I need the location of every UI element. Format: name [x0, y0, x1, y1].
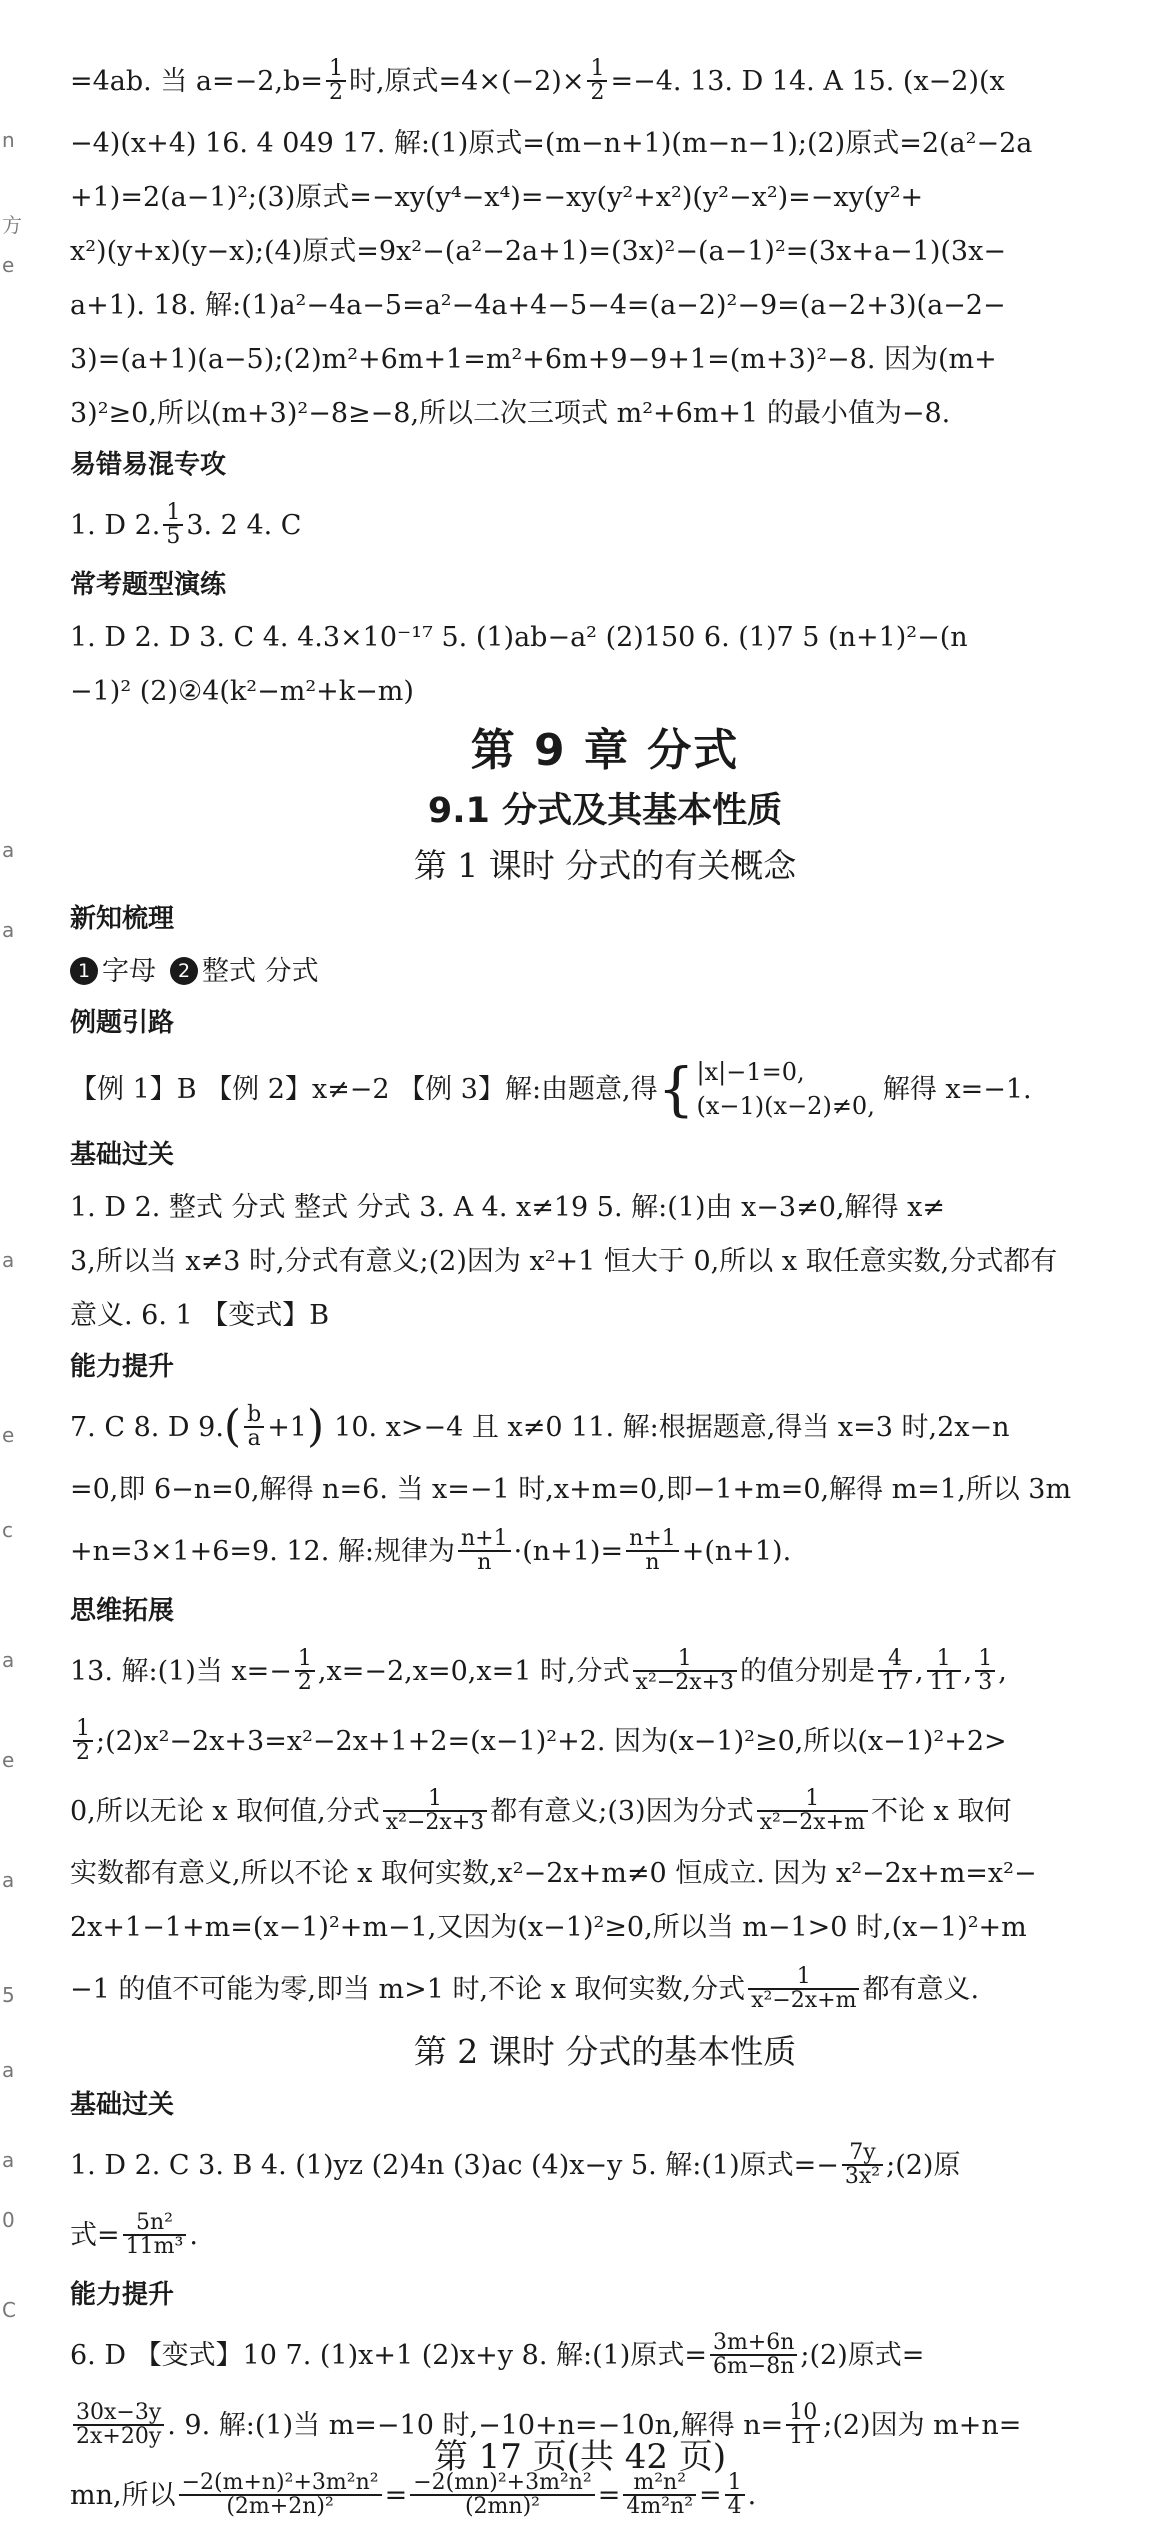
margin-mark: c: [2, 1518, 13, 1542]
answer-line: +1)=2(a−1)²;(3)原式=−xy(y⁴−x⁴)=−xy(y²+x²)(y²−x²)=−xy(y²+: [70, 181, 924, 213]
page-number-footer: 第 17 页(共 42 页): [433, 2437, 727, 2477]
answer-line: −4)(x+4) 16. 4 049 17. 解:(1)原式=(m−n+1)(m−n−1);(2)原式=2(a²−2a: [70, 127, 1033, 159]
equation-system: { |x|−1=0, (x−1)(x−2)≠0,: [657, 1055, 875, 1123]
answer-line: 实数都有意义,所以不论 x 取何实数,x²−2x+m≠0 恒成立. 因为 x²−2x+m=x²−: [70, 1857, 1037, 1889]
fraction: $\frac{7y}{\text{3x²}}$: [842, 2142, 883, 2188]
fraction: $\frac{\text{−2(mn)²+3m²n²}}{\text{(2mn)²}}$: [410, 2472, 595, 2518]
fraction: $\frac{1}{\text{x²−2x+m}}$: [757, 1788, 868, 1834]
text: 时,原式=4×(−2)×: [348, 65, 585, 97]
text: =4ab. 当 a=−2,b=: [70, 65, 323, 97]
fraction: $\frac{3m+6n}{6m-8n}$: [710, 2332, 797, 2378]
fraction: $\frac{1}{\text{x²−2x+m}}$: [748, 1966, 859, 2012]
section-heading: 易错易混专攻: [70, 450, 227, 480]
margin-mark: e: [2, 253, 15, 277]
answer-line: 7. C 8. D 9. ( $\frac{b}{a}$ +1 ) 10. x>−4 且 x≠0 11. 解:根据题意,得当 x=3 时,2x−n: [70, 1401, 1010, 1452]
section-heading: 能力提升: [70, 2280, 175, 2310]
answer-line: 式= $\frac{\text{5n²}}{\text{11m³}}$ .: [70, 2210, 198, 2259]
lesson-title: 第 1 课时 分式的有关概念: [413, 846, 797, 885]
answer-line: 1. D 2. 整式 分式 整式 分式 3. A 4. x≠19 5. 解:(1)由 x−3≠0,解得 x≠: [70, 1191, 945, 1223]
margin-mark: e: [2, 1748, 15, 1772]
section-heading: 基础过关: [70, 2090, 175, 2120]
answer-line: [70, 46, 1140, 116]
margin-mark: n: [2, 128, 15, 152]
section-heading: 思维拓展: [70, 1596, 175, 1626]
margin-mark: a: [2, 1868, 15, 1892]
fraction: $\frac{\text{−2(m+n)²+3m²n²}}{\text{(2m+2n)²}}$: [179, 2472, 382, 2518]
fraction: $\frac{10}{11}$: [786, 2402, 820, 2448]
section-heading: 例题引路: [70, 1008, 175, 1038]
answer-line: 1. D 2. $\frac{1}{5}$ 3. 2 4. C: [70, 500, 302, 549]
answer-line: +n=3×1+6=9. 12. 解:规律为 $\frac{n+1}{n}$ ·(n+1)= $\frac{n+1}{n}$ +(n+1).: [70, 1526, 792, 1575]
answer-line: 0,所以无论 x 取何值,分式 $\frac{1}{\text{x²−2x+3}}$ 都有意义;(3)因为分式 $\frac{1}{\text{x²−2x+m}}$ 不论 x 取何: [70, 1786, 1012, 1835]
fraction: $\frac{1}{\text{x²−2x+3}}$: [383, 1788, 488, 1834]
section-heading: 基础过关: [70, 1140, 175, 1170]
answer-line: 2x+1−1+m=(x−1)²+m−1,又因为(x−1)²≥0,所以当 m−1>0 时,(x−1)²+m: [70, 1911, 1027, 1943]
fraction: $\frac{n+1}{n}$: [626, 1528, 679, 1574]
section-heading: 能力提升: [70, 1352, 175, 1382]
circled-number: 1: [70, 957, 98, 985]
answer-page: [70, 56, 1140, 2530]
margin-mark: e: [2, 1423, 15, 1447]
fraction: $\frac{1}{11}$: [927, 1648, 961, 1694]
fraction: $\frac{n+1}{n}$: [458, 1528, 511, 1574]
margin-mark: a: [2, 2058, 15, 2082]
margin-mark: 方: [2, 213, 22, 237]
margin-mark: a: [2, 838, 15, 862]
fraction: $\frac{1}{2}$: [295, 1648, 315, 1694]
fraction: $\frac{1}{\text{x²−2x+3}}$: [633, 1648, 738, 1694]
answer-line: 3,所以当 x≠3 时,分式有意义;(2)因为 x²+1 恒大于 0,所以 x 取任意实数,分式都有: [70, 1245, 1058, 1277]
answer-line: $\frac{30x-3y}{2x+20y}$ . 9. 解:(1)当 m=−10 时,−10+n=−10n,解得 n= $\frac{10}{11}$ ;(2)因为 m+n=: [70, 2390, 1140, 2460]
answer-line: 1. D 2. D 3. C 4. 4.3×10⁻¹⁷ 5. (1)ab−a² (2)150 6. (1)7 5 (n+1)²−(n: [70, 621, 968, 653]
fraction: $\frac{\text{m²n²}}{\text{4m²n²}}$: [623, 2472, 696, 2518]
answer-line: −1)² (2)②4(k²−m²+k−m): [70, 675, 414, 707]
fraction: $\frac{1}{2}$: [73, 1718, 93, 1764]
answer-line: 13. 解:(1)当 x=− $\frac{1}{2}$ ,x=−2,x=0,x=1 时,分式 $\frac{1}{\text{x²−2x+3}}$ 的值分别是 $\frac{4}{17}$ , $\frac{1}{11}$ , $\frac{1}{3}$ ,: [70, 1646, 1007, 1695]
fraction: $\frac{1}{3}$: [975, 1648, 995, 1694]
fraction: $\frac{1}{4}$: [725, 2472, 745, 2518]
margin-mark: 5: [2, 1983, 15, 2007]
fraction: $\frac{1}{2}$: [326, 58, 346, 104]
answer-line: 意义. 6. 1 【变式】B: [70, 1299, 330, 1331]
answer-line: 1 字母 2 整式 分式: [70, 944, 1140, 998]
section-heading: 常考题型演练: [70, 570, 227, 600]
answer-line: a+1). 18. 解:(1)a²−4a−5=a²−4a+4−5−4=(a−2)²−9=(a−2+3)(a−2−: [70, 289, 1006, 321]
answer-line: 6. D 【变式】10 7. (1)x+1 (2)x+y 8. 解:(1)原式= $\frac{3m+6n}{6m-8n}$ ;(2)原式=: [70, 2330, 925, 2379]
fraction: $\frac{30x-3y}{2x+20y}$: [73, 2402, 164, 2448]
margin-mark: 0: [2, 2208, 15, 2232]
fraction: $\frac{b}{a}$: [244, 1404, 264, 1450]
margin-mark: a: [2, 1648, 15, 1672]
answer-line: 3)²≥0,所以(m+3)²−8≥−8,所以二次三项式 m²+6m+1 的最小值为−8.: [70, 397, 951, 429]
answer-line: 1. D 2. C 3. B 4. (1)yz (2)4n (3)ac (4)x−y 5. 解:(1)原式=− $\frac{7y}{\text{3x²}}$ ;(2)原: [70, 2140, 961, 2189]
fraction: $\frac{4}{17}$: [878, 1648, 912, 1694]
answer-line: 3)=(a+1)(a−5);(2)m²+6m+1=m²+6m+9−9+1=(m+3)²−8. 因为(m+: [70, 343, 997, 375]
section-heading: 新知梳理: [70, 904, 175, 934]
answer-line: =0,即 6−n=0,解得 n=6. 当 x=−1 时,x+m=0,即−1+m=0,解得 m=1,所以 3m: [70, 1473, 1072, 1505]
section-title: 9.1 分式及其基本性质: [427, 791, 783, 831]
answer-line: −1 的值不可能为零,即当 m>1 时,不论 x 取何实数,分式 $\frac{1}{\text{x²−2x+m}}$ 都有意义.: [70, 1964, 980, 2013]
lesson-title: 第 2 课时 分式的基本性质: [413, 2032, 797, 2071]
margin-mark: C: [2, 2298, 16, 2322]
fraction: $\frac{1}{2}$: [587, 58, 607, 104]
chapter-title: 第 9 章 分式: [470, 725, 740, 776]
margin-mark: a: [2, 918, 15, 942]
text: =−4. 13. D 14. A 15. (x−2)(x: [610, 65, 1005, 97]
margin-mark: a: [2, 1248, 15, 1272]
answer-line: mn,所以 $\frac{\text{−2(m+n)²+3m²n²}}{\text{(2m+2n)²}}$ = $\frac{\text{−2(mn)²+3m²n²}}{\text{(2mn)²}}$ = $\frac{\text{m²n²}}{\text{4m²n²}}$ = $\frac{1}{4}$ .: [70, 2470, 757, 2519]
circled-number: 2: [170, 957, 198, 985]
answer-line: x²)(y+x)(y−x);(4)原式=9x²−(a²−2a+1)=(3x)²−(a−1)²=(3x+a−1)(3x−: [70, 235, 1006, 267]
answer-line: 【例 1】B 【例 2】x≠−2 【例 3】解:由题意,得 { |x|−1=0, (x−1)(x−2)≠0, 解得 x=−1.: [70, 1055, 1032, 1123]
fraction: $\frac{\text{5n²}}{\text{11m³}}$: [123, 2212, 187, 2258]
margin-mark: a: [2, 2148, 15, 2172]
fraction: $\frac{1}{5}$: [163, 502, 183, 548]
left-margin-marks: [0, 0, 24, 2541]
answer-line: $\frac{1}{2}$ ;(2)x²−2x+3=x²−2x+1+2=(x−1)²+2. 因为(x−1)²≥0,所以(x−1)²+2>: [70, 1706, 1140, 1776]
